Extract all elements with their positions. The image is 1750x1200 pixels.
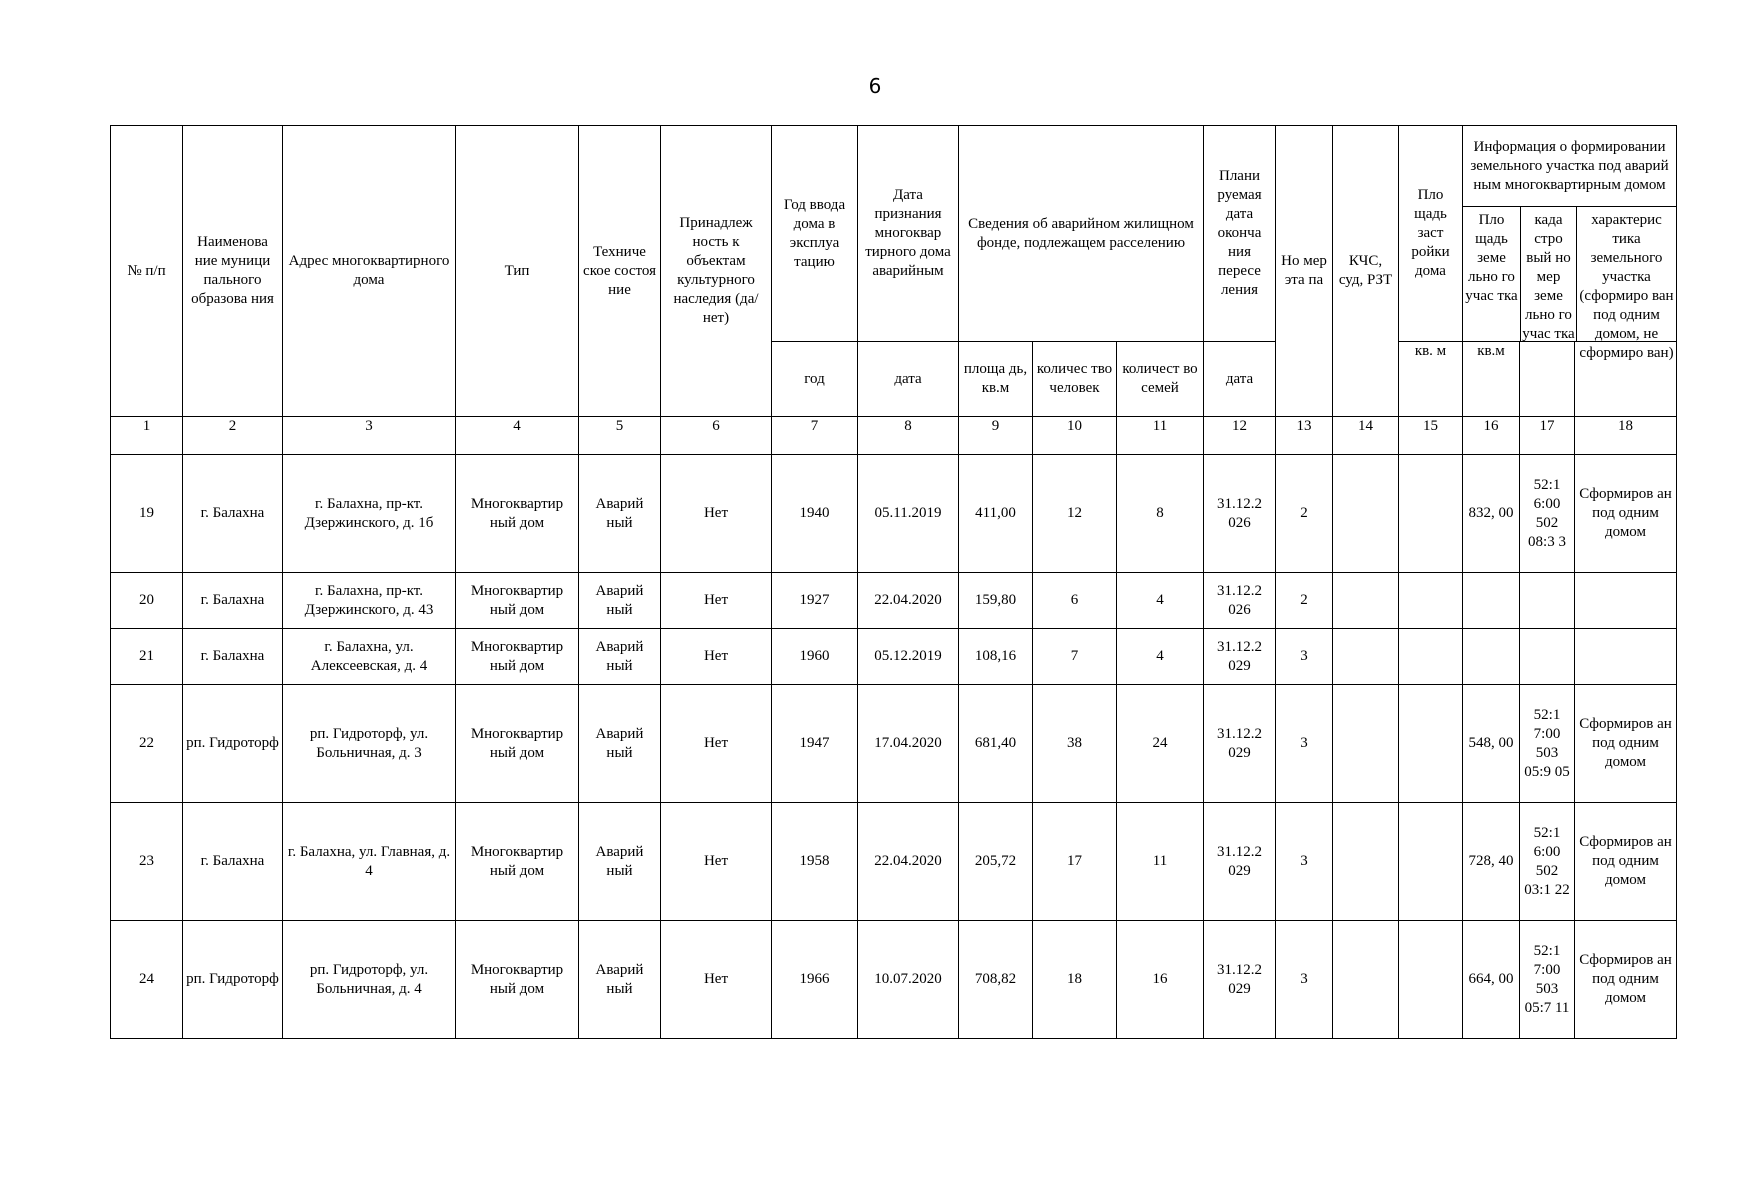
col-number: 18 — [1575, 417, 1677, 455]
header-col-8: Дата признания многоквар тирного дома аварийным — [858, 126, 959, 342]
tech-state: Аварий ный — [579, 803, 661, 921]
col-number: 3 — [283, 417, 456, 455]
family-count: 11 — [1117, 803, 1204, 921]
stage-number: 3 — [1276, 803, 1333, 921]
subheader-col-11: количест во семей — [1117, 342, 1204, 417]
subheader-col-12: дата — [1204, 342, 1276, 417]
land-characteristic — [1575, 573, 1677, 629]
row-number: 19 — [111, 455, 183, 573]
land-characteristic: Сформиров ан под одним домом — [1575, 455, 1677, 573]
resettlement-end-date: 31.12.2 029 — [1204, 685, 1276, 803]
address: рп. Гидроторф, ул. Больничная, д. 3 — [283, 685, 456, 803]
col-number: 14 — [1333, 417, 1399, 455]
kchs — [1333, 573, 1399, 629]
family-count: 16 — [1117, 921, 1204, 1039]
commission-year: 1940 — [772, 455, 858, 573]
cadastral-number — [1520, 629, 1575, 685]
building-area — [1399, 455, 1463, 573]
area: 205,72 — [959, 803, 1033, 921]
col-number: 5 — [579, 417, 661, 455]
col-number: 8 — [858, 417, 959, 455]
stage-number: 2 — [1276, 455, 1333, 573]
kchs — [1333, 803, 1399, 921]
col-number: 4 — [456, 417, 579, 455]
table-row — [111, 455, 1677, 573]
header-col-15: Пло щадь заст ройки дома — [1399, 126, 1463, 342]
header-col-7: Год ввода дома в эксплуа тацию — [772, 126, 858, 342]
municipality: г. Балахна — [183, 573, 283, 629]
people-count: 7 — [1033, 629, 1117, 685]
header-col-4: Тип — [456, 126, 579, 417]
col-number: 6 — [661, 417, 772, 455]
emergency-date: 10.07.2020 — [858, 921, 959, 1039]
subheader-col-15: кв. м — [1399, 342, 1463, 417]
land-characteristic — [1575, 629, 1677, 685]
col-number: 11 — [1117, 417, 1204, 455]
header-land-info: Информация о формировании земельного участка под аварийным многоквартирным домом — [1463, 126, 1676, 207]
land-area: 664, 00 — [1463, 921, 1520, 1039]
cadastral-number — [1520, 573, 1575, 629]
page-number: 6 — [868, 74, 882, 98]
row-number: 23 — [111, 803, 183, 921]
family-count: 4 — [1117, 573, 1204, 629]
area: 411,00 — [959, 455, 1033, 573]
heritage: Нет — [661, 629, 772, 685]
header-col-2: Наименова ние муници пального образова ния — [183, 126, 283, 417]
kchs — [1333, 921, 1399, 1039]
people-count: 6 — [1033, 573, 1117, 629]
header-col-13: Но мер эта па — [1276, 126, 1333, 417]
kchs — [1333, 455, 1399, 573]
subheader-col-8: дата — [858, 342, 959, 417]
heritage: Нет — [661, 573, 772, 629]
subheader-col-16: кв.м — [1463, 342, 1520, 417]
tech-state: Аварий ный — [579, 685, 661, 803]
address: г. Балахна, ул. Алексеевская, д. 4 — [283, 629, 456, 685]
emergency-date: 05.12.2019 — [858, 629, 959, 685]
area: 681,40 — [959, 685, 1033, 803]
header-col-5: Техниче ское состоя ние — [579, 126, 661, 417]
col-number: 2 — [183, 417, 283, 455]
tech-state: Аварий ный — [579, 921, 661, 1039]
building-area — [1399, 921, 1463, 1039]
heritage: Нет — [661, 921, 772, 1039]
table-row — [111, 803, 1677, 921]
area: 159,80 — [959, 573, 1033, 629]
family-count: 24 — [1117, 685, 1204, 803]
header-col-9-11: Сведения об аварийном жилищном фонде, подлежащем расселению — [959, 126, 1204, 342]
subheader-col-7: год — [772, 342, 858, 417]
col-number: 10 — [1033, 417, 1117, 455]
row-number: 21 — [111, 629, 183, 685]
municipality: рп. Гидроторф — [183, 685, 283, 803]
building-area — [1399, 629, 1463, 685]
table-row — [111, 629, 1677, 685]
people-count: 17 — [1033, 803, 1117, 921]
header-col-17: када стро вый но мер земе льно го учас тка — [1521, 207, 1577, 341]
family-count: 4 — [1117, 629, 1204, 685]
col-number: 1 — [111, 417, 183, 455]
resettlement-end-date: 31.12.2 029 — [1204, 921, 1276, 1039]
heritage: Нет — [661, 803, 772, 921]
area: 708,82 — [959, 921, 1033, 1039]
heritage: Нет — [661, 455, 772, 573]
header-col-3: Адрес многоквартирного дома — [283, 126, 456, 417]
col-number: 16 — [1463, 417, 1520, 455]
house-type: Многоквартир ный дом — [456, 455, 579, 573]
resettlement-end-date: 31.12.2 026 — [1204, 455, 1276, 573]
cadastral-number: 52:1 6:00 502 08:3 3 — [1520, 455, 1575, 573]
house-type: Многоквартир ный дом — [456, 921, 579, 1039]
municipality: рп. Гидроторф — [183, 921, 283, 1039]
land-area — [1463, 573, 1520, 629]
kchs — [1333, 629, 1399, 685]
header-col-6: Принадлеж ность к объектам культурного наследия (да/нет) — [661, 126, 772, 417]
resettlement-end-date: 31.12.2 026 — [1204, 573, 1276, 629]
address: г. Балахна, пр-кт. Дзержинского, д. 43 — [283, 573, 456, 629]
land-area — [1463, 629, 1520, 685]
header-col-14: КЧС, суд, РЗТ — [1333, 126, 1399, 417]
land-characteristic: Сформиров ан под одним домом — [1575, 685, 1677, 803]
header-col-12: Плани руемая дата оконча ния пересе ления — [1204, 126, 1276, 342]
people-count: 18 — [1033, 921, 1117, 1039]
building-area — [1399, 803, 1463, 921]
municipality: г. Балахна — [183, 455, 283, 573]
emergency-date: 22.04.2020 — [858, 573, 959, 629]
col-number: 7 — [772, 417, 858, 455]
subheader-col-9: площа дь, кв.м — [959, 342, 1033, 417]
commission-year: 1966 — [772, 921, 858, 1039]
land-characteristic: Сформиров ан под одним домом — [1575, 921, 1677, 1039]
address: г. Балахна, ул. Главная, д. 4 — [283, 803, 456, 921]
address: рп. Гидроторф, ул. Больничная, д. 4 — [283, 921, 456, 1039]
commission-year: 1947 — [772, 685, 858, 803]
people-count: 12 — [1033, 455, 1117, 573]
building-area — [1399, 573, 1463, 629]
table-row — [111, 685, 1677, 803]
municipality: г. Балахна — [183, 803, 283, 921]
col-number: 15 — [1399, 417, 1463, 455]
col-number: 9 — [959, 417, 1033, 455]
row-number: 22 — [111, 685, 183, 803]
house-type: Многоквартир ный дом — [456, 629, 579, 685]
stage-number: 3 — [1276, 921, 1333, 1039]
col-number: 12 — [1204, 417, 1276, 455]
column-numbers-row — [111, 417, 1677, 455]
col-number: 13 — [1276, 417, 1333, 455]
tech-state: Аварий ный — [579, 573, 661, 629]
land-area: 548, 00 — [1463, 685, 1520, 803]
col-number: 17 — [1520, 417, 1575, 455]
resettlement-end-date: 31.12.2 029 — [1204, 803, 1276, 921]
emergency-date: 22.04.2020 — [858, 803, 959, 921]
header-col-16: Пло щадь земе льно го учас тка — [1463, 207, 1521, 341]
municipality: г. Балахна — [183, 629, 283, 685]
commission-year: 1960 — [772, 629, 858, 685]
stage-number: 3 — [1276, 685, 1333, 803]
table-row — [111, 921, 1677, 1039]
cadastral-number: 52:1 7:00 503 05:9 05 — [1520, 685, 1575, 803]
heritage: Нет — [661, 685, 772, 803]
emergency-date: 05.11.2019 — [858, 455, 959, 573]
building-area — [1399, 685, 1463, 803]
land-area: 832, 00 — [1463, 455, 1520, 573]
header-col-18: характерис тика земельного участка (сформиро ван под одним домом, не сформиро ван) — [1579, 212, 1674, 361]
house-type: Многоквартир ный дом — [456, 803, 579, 921]
cadastral-number: 52:1 7:00 503 05:7 11 — [1520, 921, 1575, 1039]
header-col-1: № п/п — [111, 126, 183, 417]
address: г. Балахна, пр-кт. Дзержинского, д. 1б — [283, 455, 456, 573]
subheader-col-17-blank — [1520, 342, 1575, 417]
tech-state: Аварий ный — [579, 629, 661, 685]
resettlement-end-date: 31.12.2 029 — [1204, 629, 1276, 685]
subheader-col-10: количес тво человек — [1033, 342, 1117, 417]
stage-number: 2 — [1276, 573, 1333, 629]
kchs — [1333, 685, 1399, 803]
emergency-date: 17.04.2020 — [858, 685, 959, 803]
tech-state: Аварий ный — [579, 455, 661, 573]
cadastral-number: 52:1 6:00 502 03:1 22 — [1520, 803, 1575, 921]
commission-year: 1958 — [772, 803, 858, 921]
commission-year: 1927 — [772, 573, 858, 629]
housing-table — [110, 125, 1677, 1039]
table-row — [111, 573, 1677, 629]
stage-number: 3 — [1276, 629, 1333, 685]
house-type: Многоквартир ный дом — [456, 573, 579, 629]
row-number: 20 — [111, 573, 183, 629]
house-type: Многоквартир ный дом — [456, 685, 579, 803]
family-count: 8 — [1117, 455, 1204, 573]
people-count: 38 — [1033, 685, 1117, 803]
area: 108,16 — [959, 629, 1033, 685]
land-characteristic: Сформиров ан под одним домом — [1575, 803, 1677, 921]
land-area: 728, 40 — [1463, 803, 1520, 921]
row-number: 24 — [111, 921, 183, 1039]
